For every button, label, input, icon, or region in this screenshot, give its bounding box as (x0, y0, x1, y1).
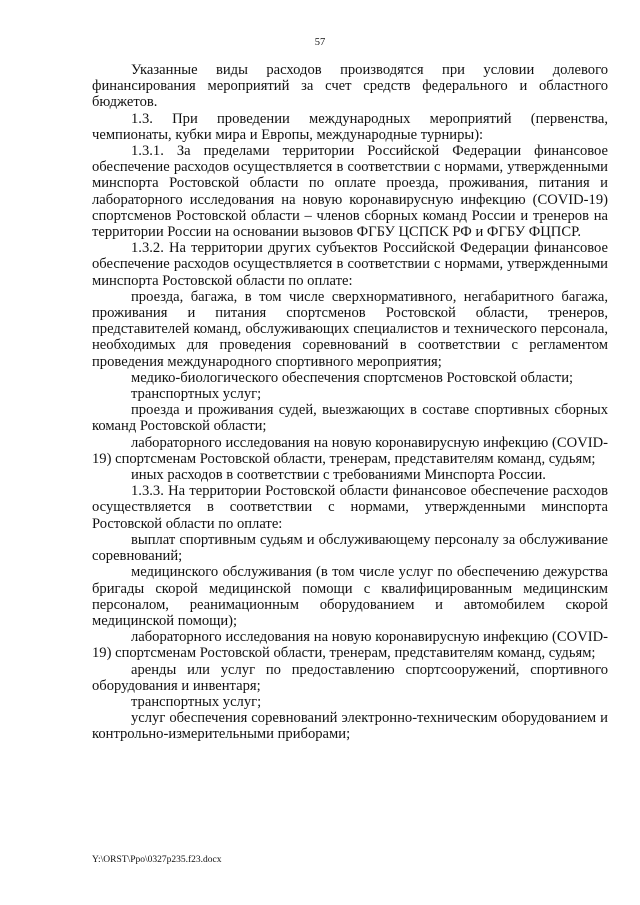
paragraph: транспортных услуг; (131, 386, 262, 403)
paragraph: выплат спортивным судьям и обслуживающему персоналу за обслуживание соревнований; (92, 531, 608, 565)
paragraph: аренды или услуг по предоставлению спортсооружений, спортивного оборудования и инвентаря; (92, 661, 608, 694)
footer-file-path: Y:\ORST\Ppo\0327p235.f23.docx (92, 855, 222, 865)
paragraph: 1.3. При проведении международных мероприятий (первенства, чемпионаты, кубки мира и Европы, международные турниры): (92, 110, 608, 143)
paragraph: Указанные виды расходов производятся при условии долевого финансирования мероприятий за счет средств федерального и областного бюджетов. (92, 62, 608, 111)
paragraph: услуг обеспечения соревнований электронно-техническим оборудованием и контрольно-измерительными приборами; (92, 710, 608, 743)
document-body (92, 62, 608, 743)
paragraph: 1.3.1. За пределами территории Российской Федерации финансовое обеспечение расходов осуществляется в соответствии с нормами, утвержденными минспорта Ростовской области по оплате проезда, проживания, питания и лабораторного исследования на новую коронавирусную инфекцию (COVID-19) спортсменов Ростовской области – членов сборных команд России и тренеров на территории России на основании вызовов ФГБУ ЦСПСК РФ и ФГБУ ФЦПСР. (92, 143, 608, 241)
paragraph: иных расходов в соответствии с требованиями Минспорта России. (131, 467, 546, 484)
page-number: 57 (314, 37, 326, 48)
paragraph: проезда и проживания судей, выезжающих в составе спортивных сборных команд Ростовской области; (92, 402, 608, 435)
paragraph: лабораторного исследования на новую коронавирусную инфекцию (COVID-19) спортсменам Ростовской области, тренерам, представителям команд, судьям; (92, 629, 608, 662)
paragraph: транспортных услуг; (131, 693, 262, 710)
paragraph: проезда, багажа, в том числе сверхнормативного, негабаритного багажа, проживания и питания спортсменов Ростовской области, тренеров, представителей команд, обслуживающих специалистов и технического персонала, необходимых для проведения соревнований в соответствии с регламентом проведения международного спортивного мероприятия; (92, 288, 608, 370)
paragraph: 1.3.3. На территории Ростовской области финансовое обеспечение расходов осуществляется в соответствии с нормами, утвержденными минспорта Ростовской области по оплате: (92, 483, 608, 532)
paragraph: медицинского обслуживания (в том числе услуг по обеспечению дежурства бригады скорой медицинской помощи с квалифицированным медицинским персоналом, реанимационным оборудованием и автомобилем скорой медицинской помощи); (92, 564, 608, 629)
paragraph: медико-биологического обеспечения спортсменов Ростовской области; (131, 369, 574, 386)
paragraph: лабораторного исследования на новую коронавирусную инфекцию (COVID-19) спортсменам Ростовской области, тренерам, представителям команд, судьям; (92, 434, 608, 467)
paragraph: 1.3.2. На территории других субъектов Российской Федерации финансовое обеспечение расходов осуществляется в соответствии с нормами, утвержденными минспорта Ростовской области по оплате: (92, 240, 608, 289)
